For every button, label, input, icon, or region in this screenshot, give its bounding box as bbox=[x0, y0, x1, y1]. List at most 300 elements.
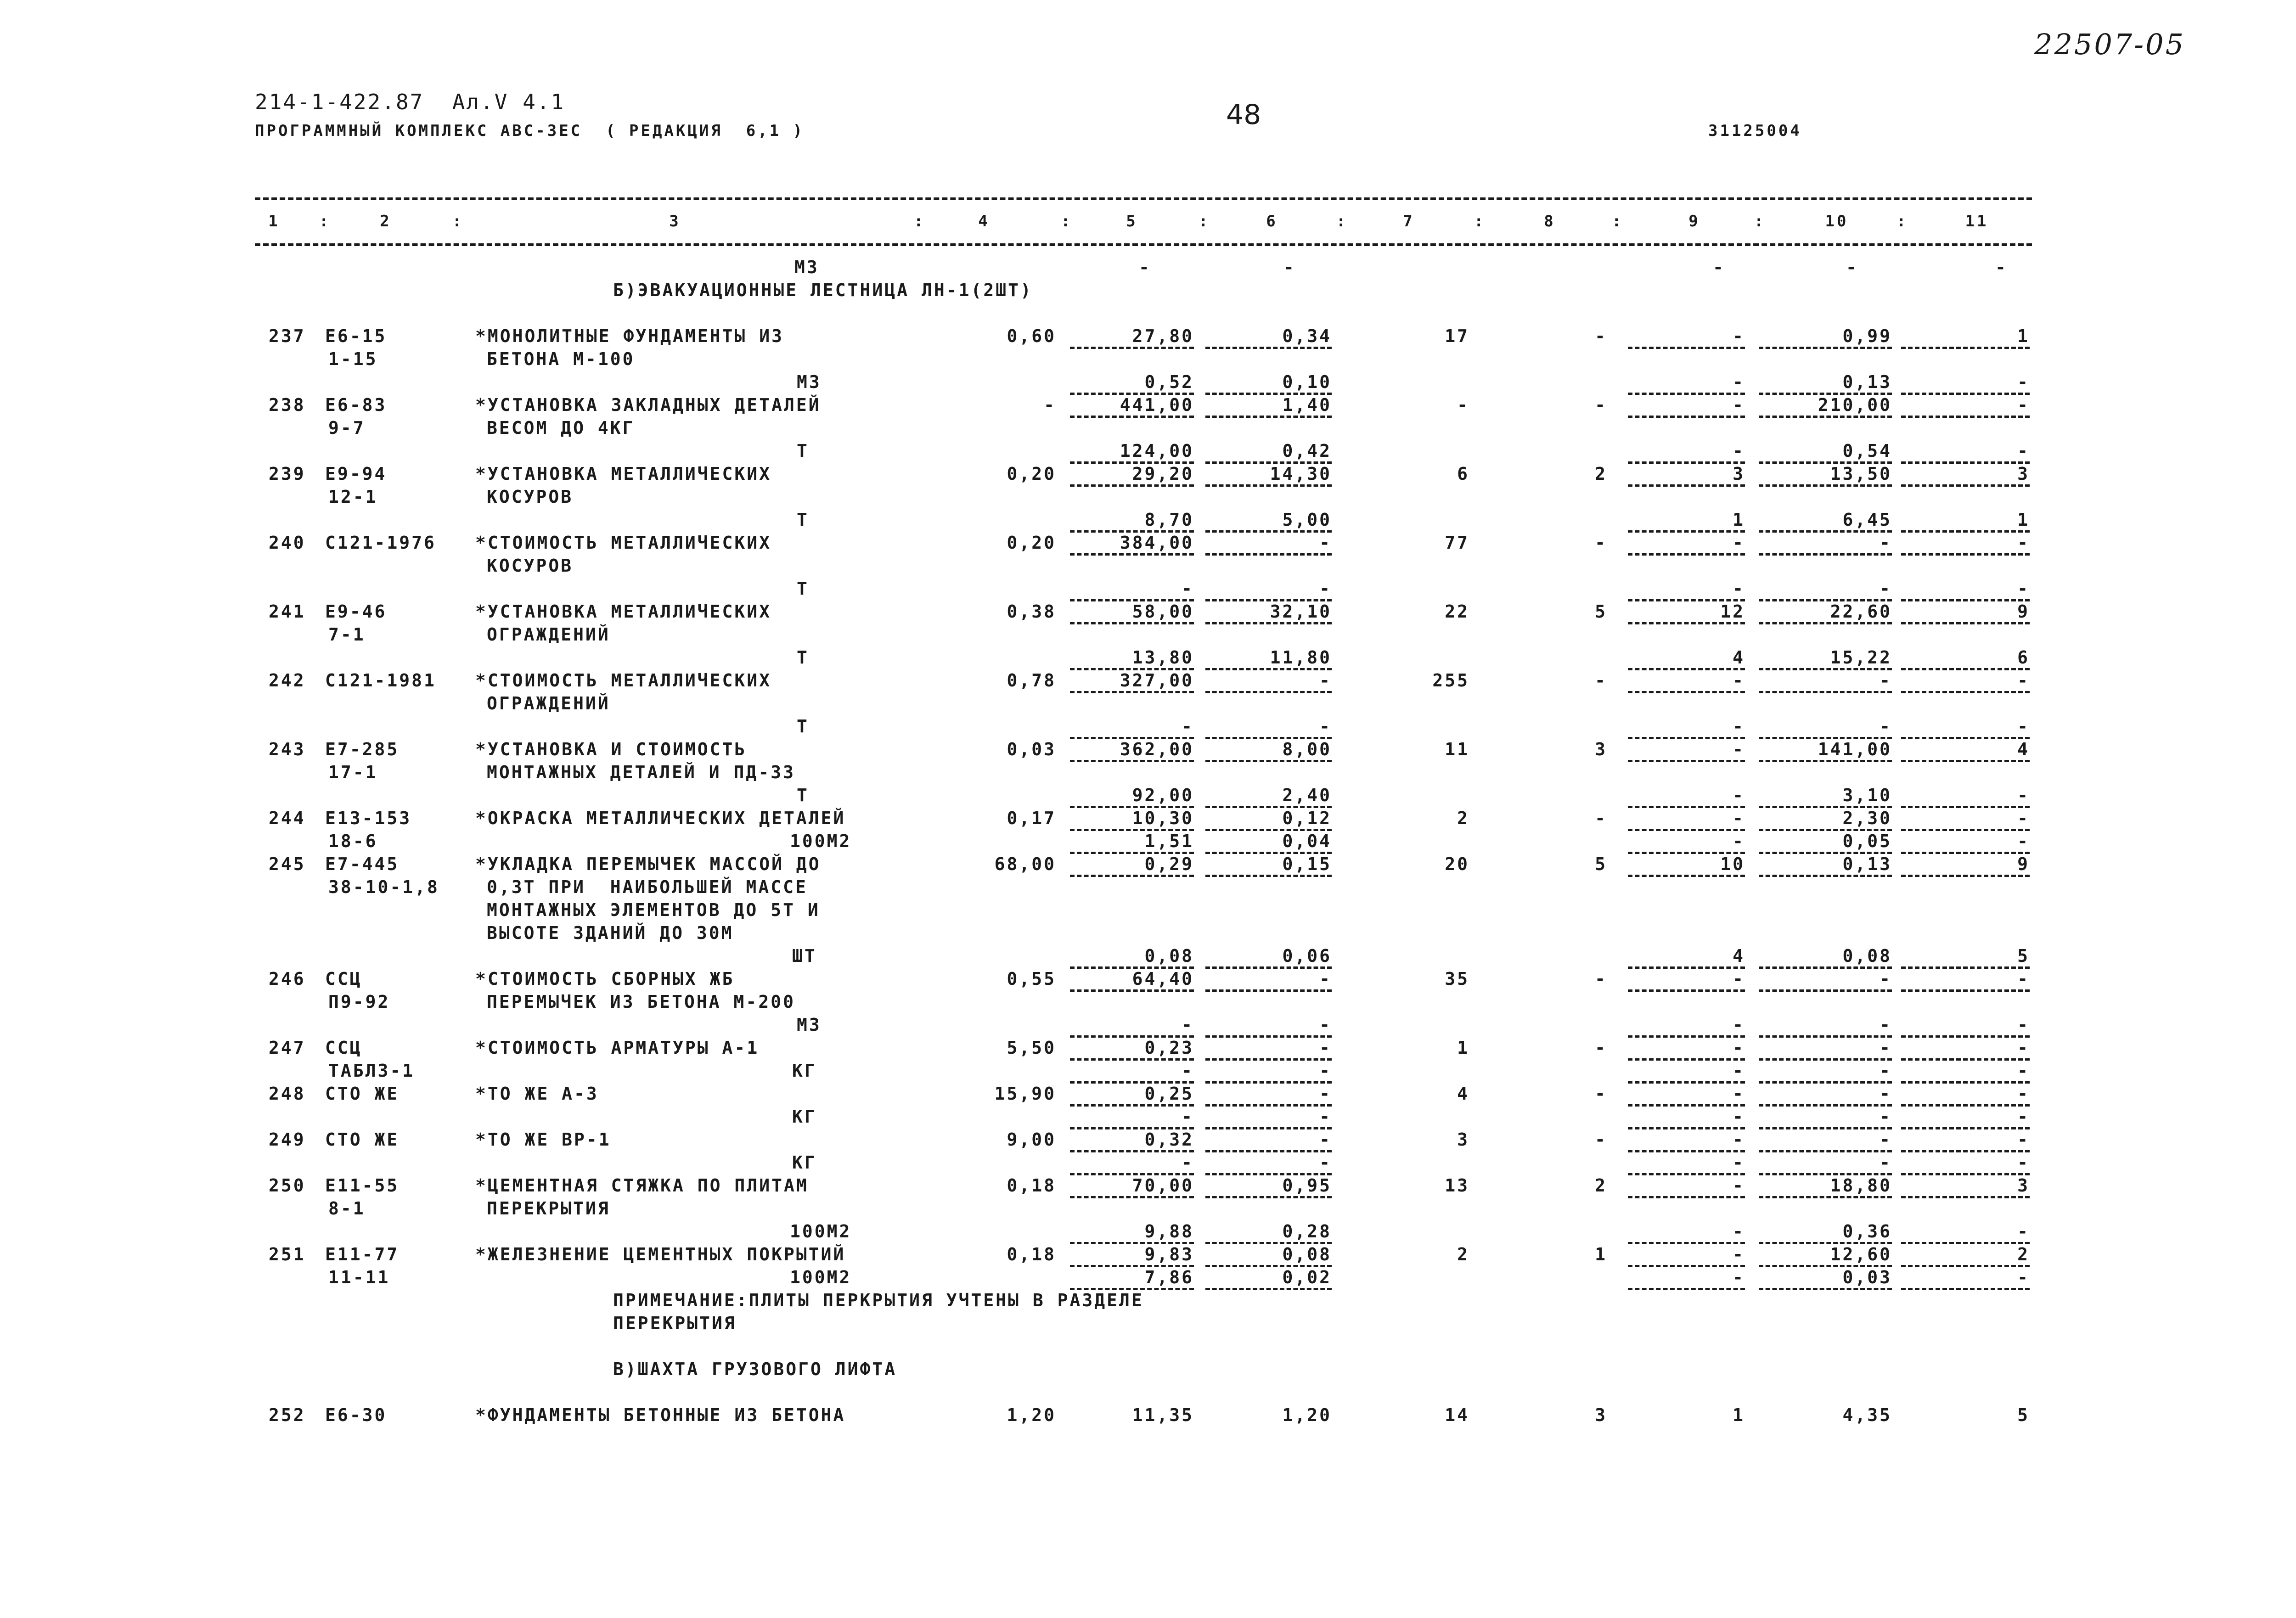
code-secondary: 8-1 bbox=[328, 1198, 366, 1219]
value-c9: 10 bbox=[1720, 854, 1745, 874]
value-c4: 1,20 bbox=[1007, 1405, 1056, 1425]
value-c4: 0,18 bbox=[1007, 1175, 1056, 1196]
cell-underline bbox=[1901, 1035, 2030, 1038]
value-c11: - bbox=[2017, 1084, 2030, 1104]
description-line: ПЕРЕКРЫТИЯ bbox=[487, 1198, 610, 1219]
column-number: 5 bbox=[1126, 212, 1138, 230]
value-c7: 17 bbox=[1445, 326, 1469, 346]
value-c7: 255 bbox=[1432, 670, 1469, 691]
sub-value-c9: 4 bbox=[1733, 946, 1745, 966]
unit-label: Т bbox=[797, 647, 809, 668]
value-c6: 0,34 bbox=[1282, 326, 1332, 346]
row-number: 238 bbox=[269, 395, 306, 415]
cell-underline bbox=[1628, 622, 1745, 624]
cell-underline bbox=[1901, 1127, 2030, 1129]
cell-underline bbox=[1901, 1081, 2030, 1084]
sub-value-c6: 0,02 bbox=[1282, 1267, 1332, 1287]
value-c7: 4 bbox=[1457, 1084, 1469, 1104]
cell-underline bbox=[1901, 691, 2030, 693]
sub-value-c9: - bbox=[1733, 579, 1745, 599]
column-separator: : bbox=[1199, 212, 1210, 230]
sub-value-c5: 0,08 bbox=[1144, 946, 1194, 966]
sub-value-c6: - bbox=[1319, 579, 1332, 599]
code-secondary: 11-11 bbox=[328, 1267, 390, 1287]
value-c6: 14,30 bbox=[1270, 464, 1332, 484]
sub-value-c10: 0,03 bbox=[1842, 1267, 1892, 1287]
value-c8: - bbox=[1595, 1084, 1607, 1104]
description-line: ОГРАЖДЕНИЙ bbox=[487, 624, 610, 645]
sub-value-c5: - bbox=[1182, 1107, 1194, 1127]
value-c6: 0,95 bbox=[1282, 1175, 1332, 1196]
cell-underline bbox=[1759, 1127, 1892, 1129]
sub-value-c5: 8,70 bbox=[1144, 510, 1194, 530]
column-separator: : bbox=[319, 212, 331, 230]
row-number: 242 bbox=[269, 670, 306, 691]
sub-value-c10: - bbox=[1880, 1015, 1892, 1035]
column-number: 4 bbox=[978, 212, 990, 230]
value-c4: 0,18 bbox=[1007, 1244, 1056, 1264]
code-secondary: 7-1 bbox=[328, 624, 366, 645]
value-c10: - bbox=[1880, 1038, 1892, 1058]
code: Е11-77 bbox=[325, 1244, 400, 1264]
cell-underline bbox=[1628, 1196, 1745, 1198]
note-line: ПРИМЕЧАНИЕ:ПЛИТЫ ПЕРКРЫТИЯ УЧТЕНЫ В РАЗДЕЛЕ bbox=[613, 1290, 1144, 1310]
cell-underline bbox=[1628, 553, 1745, 556]
header-rule-top bbox=[255, 197, 2032, 200]
value-c7: 20 bbox=[1445, 854, 1469, 874]
sub-value-c11: - bbox=[2017, 1221, 2030, 1242]
sub-value-c9: - bbox=[1733, 831, 1745, 851]
value-c10: 2,30 bbox=[1842, 808, 1892, 828]
cell-underline bbox=[1901, 829, 2030, 831]
value-c6: - bbox=[1319, 1038, 1332, 1058]
cell-underline bbox=[1901, 875, 2030, 877]
sub-value-c6: 0,10 bbox=[1282, 372, 1332, 392]
cell-underline bbox=[1628, 1127, 1745, 1129]
description-line: ОГРАЖДЕНИЙ bbox=[487, 693, 610, 713]
cell-underline bbox=[1759, 1104, 1892, 1107]
cell-underline bbox=[1759, 691, 1892, 693]
value-c4: 68,00 bbox=[994, 854, 1056, 874]
description-line: *СТОИМОСТЬ МЕТАЛЛИЧЕСКИХ bbox=[475, 533, 772, 553]
cell-underline bbox=[1759, 760, 1892, 762]
column-number: 3 bbox=[669, 212, 681, 230]
value-c11: - bbox=[2017, 1129, 2030, 1150]
sub-value-c6: - bbox=[1319, 1015, 1332, 1035]
value-c11: 3 bbox=[2017, 464, 2030, 484]
value-c11: - bbox=[2017, 969, 2030, 989]
sub-value-c5: 124,00 bbox=[1120, 441, 1194, 461]
description-line: КОСУРОВ bbox=[487, 556, 574, 576]
code-secondary: ТАБЛ3-1 bbox=[328, 1061, 415, 1081]
value-c6: 8,00 bbox=[1282, 739, 1332, 759]
cell-underline bbox=[1070, 416, 1194, 418]
value-c5: 27,80 bbox=[1132, 326, 1194, 346]
value-c4: 0,20 bbox=[1007, 533, 1056, 553]
code: Е6-15 bbox=[325, 326, 387, 346]
value-c4: 0,38 bbox=[1007, 601, 1056, 622]
sub-value-c11: - bbox=[2017, 1152, 2030, 1173]
value-c4: 5,50 bbox=[1007, 1038, 1056, 1058]
value-c5: 64,40 bbox=[1132, 969, 1194, 989]
sub-value-c11: - bbox=[2017, 579, 2030, 599]
sub-value-c5: 92,00 bbox=[1132, 785, 1194, 805]
cell-underline bbox=[1628, 1035, 1745, 1038]
value-c7: 11 bbox=[1445, 739, 1469, 759]
value-c7: 6 bbox=[1457, 464, 1469, 484]
value-c7: 13 bbox=[1445, 1175, 1469, 1196]
description-line: МОНТАЖНЫХ ЭЛЕМЕНТОВ ДО 5Т И bbox=[487, 900, 820, 920]
description-line: *СТОИМОСТЬ СБОРНЫХ ЖБ bbox=[475, 969, 735, 989]
row-number: 247 bbox=[269, 1038, 306, 1058]
cell-underline bbox=[1901, 461, 2030, 464]
cell-underline bbox=[1628, 416, 1745, 418]
column-number: 9 bbox=[1688, 212, 1700, 230]
value-c11: - bbox=[2017, 533, 2030, 553]
unit-label: ШТ bbox=[792, 946, 817, 966]
row-number: 252 bbox=[269, 1405, 306, 1425]
cell-underline bbox=[1205, 1035, 1332, 1038]
cell-underline bbox=[1901, 1058, 2030, 1061]
sub-value-c10: - bbox=[1880, 1107, 1892, 1127]
row-number: 246 bbox=[269, 969, 306, 989]
value-c9: - bbox=[1733, 1084, 1745, 1104]
value-c9: - bbox=[1733, 808, 1745, 828]
value-c10: 0,99 bbox=[1842, 326, 1892, 346]
unit-label: Т bbox=[797, 579, 809, 599]
corner-code: 22507-05 bbox=[2034, 28, 2186, 61]
cell-underline bbox=[1205, 1081, 1332, 1084]
cell-underline bbox=[1070, 553, 1194, 556]
cell-underline bbox=[1901, 760, 2030, 762]
code-secondary: П9-92 bbox=[328, 992, 390, 1012]
cell-underline bbox=[1070, 622, 1194, 624]
value-c8: - bbox=[1595, 395, 1607, 415]
row-number: 241 bbox=[269, 601, 306, 622]
code: ССЦ bbox=[325, 1038, 362, 1058]
column-separator: : bbox=[1612, 212, 1624, 230]
sub-value-c6: - bbox=[1319, 1152, 1332, 1173]
column-number: 10 bbox=[1825, 212, 1849, 230]
description-line: *УСТАНОВКА ЗАКЛАДНЫХ ДЕТАЛЕЙ bbox=[475, 395, 821, 415]
value-c4: 9,00 bbox=[1007, 1129, 1056, 1150]
value-c7: 22 bbox=[1445, 601, 1469, 622]
cell-underline bbox=[1205, 1127, 1332, 1129]
row-number: 250 bbox=[269, 1175, 306, 1196]
value-c11: 5 bbox=[2017, 1405, 2030, 1425]
row-number: 249 bbox=[269, 1129, 306, 1150]
cell-underline bbox=[1628, 691, 1745, 693]
sub-value-c9: - bbox=[1733, 1267, 1745, 1287]
sub-value-c6: 0,42 bbox=[1282, 441, 1332, 461]
value-c4: 0,55 bbox=[1007, 969, 1056, 989]
sub-value-c11: - bbox=[2017, 441, 2030, 461]
value-c8: 5 bbox=[1595, 854, 1607, 874]
sub-value-c6: 5,00 bbox=[1282, 510, 1332, 530]
code: Е11-55 bbox=[325, 1175, 400, 1196]
cell-underline bbox=[1205, 989, 1332, 992]
sub-value-c9: - bbox=[1733, 1107, 1745, 1127]
unit-label: Т bbox=[797, 441, 809, 461]
column-separator: : bbox=[1336, 212, 1348, 230]
section-heading: В)ШАХТА ГРУЗОВОГО ЛИФТА bbox=[613, 1359, 897, 1379]
value-c6: - bbox=[1319, 670, 1332, 691]
value-c5: 29,20 bbox=[1132, 464, 1194, 484]
value-c10: 141,00 bbox=[1818, 739, 1892, 759]
sub-value-c5: - bbox=[1182, 1015, 1194, 1035]
sub-value-c10: 0,36 bbox=[1842, 1221, 1892, 1242]
sub-value-c10: - bbox=[1880, 1061, 1892, 1081]
value-c11: - bbox=[2017, 1038, 2030, 1058]
code: Е7-285 bbox=[325, 739, 400, 759]
description-line: *УСТАНОВКА МЕТАЛЛИЧЕСКИХ bbox=[475, 601, 772, 622]
value-c5: 70,00 bbox=[1132, 1175, 1194, 1196]
cell-underline bbox=[1070, 1104, 1194, 1107]
value-c7: 2 bbox=[1457, 1244, 1469, 1264]
value-c7: 2 bbox=[1457, 808, 1469, 828]
cell-underline bbox=[1205, 760, 1332, 762]
description-line: БЕТОНА М-100 bbox=[487, 349, 635, 369]
cell-underline bbox=[1070, 1058, 1194, 1061]
unit-label: 100М2 bbox=[790, 1221, 852, 1242]
sub-value-c10: 0,54 bbox=[1842, 441, 1892, 461]
sub-value-c11: - bbox=[2017, 1107, 2030, 1127]
value-c9: - bbox=[1733, 533, 1745, 553]
value-c6: 1,40 bbox=[1282, 395, 1332, 415]
cell-underline bbox=[1205, 1104, 1332, 1107]
value-c10: - bbox=[1880, 1084, 1892, 1104]
row-number: 239 bbox=[269, 464, 306, 484]
cell-underline bbox=[1205, 622, 1332, 624]
dash-mark: - bbox=[1995, 257, 2008, 277]
sub-value-c6: - bbox=[1319, 1107, 1332, 1127]
value-c4: - bbox=[1044, 395, 1056, 415]
sub-value-c9: - bbox=[1733, 1152, 1745, 1173]
value-c9: 1 bbox=[1733, 1405, 1745, 1425]
unit-label: КГ bbox=[792, 1061, 817, 1081]
value-c6: - bbox=[1319, 1129, 1332, 1150]
description-line: *УСТАНОВКА МЕТАЛЛИЧЕСКИХ bbox=[475, 464, 772, 484]
value-c10: 22,60 bbox=[1830, 601, 1892, 622]
row-number: 243 bbox=[269, 739, 306, 759]
value-c6: 0,15 bbox=[1282, 854, 1332, 874]
value-c10: 12,60 bbox=[1830, 1244, 1892, 1264]
sub-value-c11: - bbox=[2017, 785, 2030, 805]
value-c11: 3 bbox=[2017, 1175, 2030, 1196]
description-line: *УСТАНОВКА И СТОИМОСТЬ bbox=[475, 739, 747, 759]
cell-underline bbox=[1628, 1265, 1745, 1267]
cell-underline bbox=[1759, 989, 1892, 992]
code: Е7-445 bbox=[325, 854, 400, 874]
value-c5: 58,00 bbox=[1132, 601, 1194, 622]
value-c8: - bbox=[1595, 1129, 1607, 1150]
sub-value-c5: - bbox=[1182, 716, 1194, 736]
dash-mark: - bbox=[1713, 257, 1725, 277]
value-c6: - bbox=[1319, 1084, 1332, 1104]
sub-value-c11: 1 bbox=[2017, 510, 2030, 530]
sub-value-c10: 0,08 bbox=[1842, 946, 1892, 966]
description-line: *УКЛАДКА ПЕРЕМЫЧЕК МАССОЙ ДО bbox=[475, 854, 821, 874]
sub-value-c9: - bbox=[1733, 372, 1745, 392]
value-c11: 4 bbox=[2017, 739, 2030, 759]
value-c5: 0,25 bbox=[1144, 1084, 1194, 1104]
description-line: *ТО ЖЕ ВР-1 bbox=[475, 1129, 611, 1150]
cell-underline bbox=[1628, 393, 1745, 395]
description-line: КОСУРОВ bbox=[487, 487, 574, 507]
value-c9: - bbox=[1733, 1175, 1745, 1196]
value-c8: - bbox=[1595, 808, 1607, 828]
cell-underline bbox=[1759, 1058, 1892, 1061]
value-c5: 10,30 bbox=[1132, 808, 1194, 828]
sub-value-c11: - bbox=[2017, 1015, 2030, 1035]
sub-value-c10: 15,22 bbox=[1830, 647, 1892, 668]
cell-underline bbox=[1628, 530, 1745, 533]
sub-value-c9: - bbox=[1733, 441, 1745, 461]
cell-underline bbox=[1205, 1150, 1332, 1152]
cell-underline bbox=[1205, 416, 1332, 418]
header-rule-bottom bbox=[255, 243, 2032, 246]
sub-value-c11: - bbox=[2017, 716, 2030, 736]
cell-underline bbox=[1070, 484, 1194, 487]
sub-value-c10: - bbox=[1880, 579, 1892, 599]
cell-underline bbox=[1205, 691, 1332, 693]
column-number: 2 bbox=[380, 212, 392, 230]
cell-underline bbox=[1070, 989, 1194, 992]
sub-value-c5: 9,88 bbox=[1144, 1221, 1194, 1242]
cell-underline bbox=[1205, 553, 1332, 556]
cell-underline bbox=[1628, 1242, 1745, 1244]
sub-value-c9: - bbox=[1733, 716, 1745, 736]
cell-underline bbox=[1901, 553, 2030, 556]
description-line: МОНТАЖНЫХ ДЕТАЛЕЙ И ПД-33 bbox=[487, 762, 795, 782]
program-line: ПРОГРАММНЫЙ КОМПЛЕКС АВС-3ЕС ( РЕДАКЦИЯ 6,1 ) bbox=[255, 122, 805, 140]
cell-underline bbox=[1628, 966, 1745, 969]
code-secondary: 17-1 bbox=[328, 762, 378, 782]
unit-label: Т bbox=[797, 785, 809, 805]
cell-underline bbox=[1901, 1150, 2030, 1152]
sub-value-c11: - bbox=[2017, 372, 2030, 392]
value-c9: - bbox=[1733, 1038, 1745, 1058]
description-line: *ФУНДАМЕНТЫ БЕТОННЫЕ ИЗ БЕТОНА bbox=[475, 1405, 846, 1425]
column-separator: : bbox=[1061, 212, 1073, 230]
description-line: ПЕРЕМЫЧЕК ИЗ БЕТОНА М-200 bbox=[487, 992, 795, 1012]
cell-underline bbox=[1205, 668, 1332, 670]
cell-underline bbox=[1901, 1288, 2030, 1290]
sub-value-c6: - bbox=[1319, 716, 1332, 736]
code: Е13-153 bbox=[325, 808, 412, 828]
document-reference: 214-1-422.87 Ал.V 4.1 bbox=[255, 90, 565, 114]
column-separator: : bbox=[1754, 212, 1766, 230]
sub-value-c10: 0,05 bbox=[1842, 831, 1892, 851]
sub-value-c6: 0,28 bbox=[1282, 1221, 1332, 1242]
value-c9: - bbox=[1733, 1129, 1745, 1150]
value-c7: 77 bbox=[1445, 533, 1469, 553]
cell-underline bbox=[1759, 530, 1892, 533]
sub-value-c9: - bbox=[1733, 785, 1745, 805]
column-number: 1 bbox=[268, 212, 280, 230]
unit-label: М3 bbox=[797, 1015, 822, 1035]
sub-value-c6: - bbox=[1319, 1061, 1332, 1081]
value-c5: 0,23 bbox=[1144, 1038, 1194, 1058]
value-c11: 9 bbox=[2017, 601, 2030, 622]
value-c5: 0,29 bbox=[1144, 854, 1194, 874]
value-c9: 3 bbox=[1733, 464, 1745, 484]
code-secondary: 9-7 bbox=[328, 418, 366, 438]
code: ССЦ bbox=[325, 969, 362, 989]
value-c10: 18,80 bbox=[1830, 1175, 1892, 1196]
value-c8: 5 bbox=[1595, 601, 1607, 622]
cell-underline bbox=[1070, 691, 1194, 693]
sub-value-c6: 11,80 bbox=[1270, 647, 1332, 668]
section-heading: Б)ЭВАКУАЦИОННЫЕ ЛЕСТНИЦА ЛН-1(2ШТ) bbox=[613, 280, 1033, 300]
description-line: ВЫСОТЕ ЗДАНИЙ ДО 30М bbox=[487, 923, 734, 943]
cell-underline bbox=[1759, 875, 1892, 877]
description-line: *ЖЕЛЕЗНЕНИЕ ЦЕМЕНТНЫХ ПОКРЫТИЙ bbox=[475, 1244, 846, 1264]
sub-value-c10: 6,45 bbox=[1842, 510, 1892, 530]
value-c11: 2 bbox=[2017, 1244, 2030, 1264]
cell-underline bbox=[1759, 1035, 1892, 1038]
cell-underline bbox=[1070, 875, 1194, 877]
code: СТО ЖЕ bbox=[325, 1084, 400, 1104]
cell-underline bbox=[1070, 1150, 1194, 1152]
value-c8: 2 bbox=[1595, 464, 1607, 484]
cell-underline bbox=[1628, 989, 1745, 992]
value-c6: 0,12 bbox=[1282, 808, 1332, 828]
column-number: 7 bbox=[1403, 212, 1415, 230]
cell-underline bbox=[1628, 1150, 1745, 1152]
row-number: 244 bbox=[269, 808, 306, 828]
sub-value-c10: 0,13 bbox=[1842, 372, 1892, 392]
sub-value-c5: 0,52 bbox=[1144, 372, 1194, 392]
note-line: ПЕРЕКРЫТИЯ bbox=[613, 1313, 737, 1333]
value-c11: - bbox=[2017, 395, 2030, 415]
cell-underline bbox=[1628, 347, 1745, 349]
value-c7: 1 bbox=[1457, 1038, 1469, 1058]
cell-underline bbox=[1759, 668, 1892, 670]
cell-underline bbox=[1901, 347, 2030, 349]
sub-value-c9: - bbox=[1733, 1015, 1745, 1035]
column-separator: : bbox=[452, 212, 464, 230]
cell-underline bbox=[1628, 1288, 1745, 1290]
row-number: 237 bbox=[269, 326, 306, 346]
description-line: *МОНОЛИТНЫЕ ФУНДАМЕНТЫ ИЗ bbox=[475, 326, 784, 346]
cell-underline bbox=[1759, 484, 1892, 487]
unit-label: КГ bbox=[792, 1107, 817, 1127]
cell-underline bbox=[1628, 668, 1745, 670]
cell-underline bbox=[1901, 484, 2030, 487]
value-c8: - bbox=[1595, 533, 1607, 553]
value-c10: - bbox=[1880, 670, 1892, 691]
value-c5: 0,32 bbox=[1144, 1129, 1194, 1150]
value-c11: 1 bbox=[2017, 326, 2030, 346]
description-line: *СТОИМОСТЬ АРМАТУРЫ А-1 bbox=[475, 1038, 760, 1058]
sub-value-c5: - bbox=[1182, 1152, 1194, 1173]
value-c5: 327,00 bbox=[1120, 670, 1194, 691]
cell-underline bbox=[1901, 737, 2030, 739]
cell-underline bbox=[1205, 484, 1332, 487]
value-c10: - bbox=[1880, 1129, 1892, 1150]
cell-underline bbox=[1901, 1242, 2030, 1244]
code: Е6-30 bbox=[325, 1405, 387, 1425]
cell-underline bbox=[1759, 966, 1892, 969]
column-separator: : bbox=[1896, 212, 1908, 230]
cell-underline bbox=[1759, 553, 1892, 556]
value-c11: 9 bbox=[2017, 854, 2030, 874]
cell-underline bbox=[1628, 829, 1745, 831]
value-c7: 35 bbox=[1445, 969, 1469, 989]
value-c9: - bbox=[1733, 670, 1745, 691]
column-number: 11 bbox=[1965, 212, 1989, 230]
